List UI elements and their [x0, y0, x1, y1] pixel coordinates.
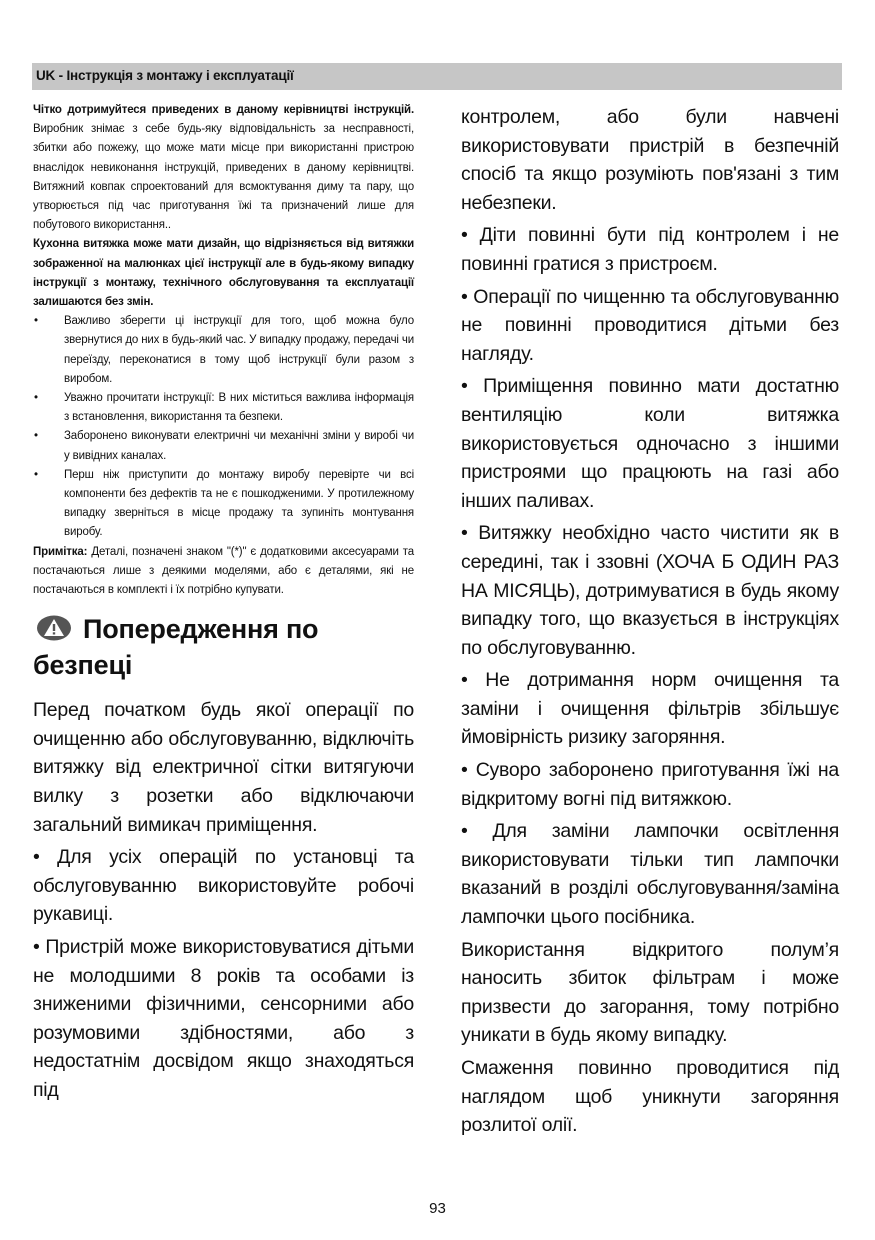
- bullet-dot: •: [34, 315, 38, 328]
- note-label: Примітка:: [33, 545, 88, 558]
- safety-warning-heading: [33, 612, 414, 696]
- safety-title-line-1: Попередження по: [83, 614, 319, 645]
- safety-paragraph: • Діти повинні бути під контролем і не повинні гратися з пристроєм.: [461, 224, 839, 275]
- bullet-text: Важливо зберегти ці інструкції для того, щоб можна було звернутися до них в будь-який час. У випадку продажу, передачі чи переїзду, переконатися в тому щоб інструкції були разом з виробом.: [64, 315, 414, 385]
- bullet-text: Заборонено виконувати електричні чи механічні зміни у виробі чи у вивідних каналах.: [64, 430, 414, 462]
- intro-paragraph-2: [33, 235, 414, 312]
- intro-p2-bold: Кухонна витяжка може мати дизайн, що відрізняється від витяжки зображенної на малюнках цієї інструкції але в будь-якому випадку інструкції з монтажу, технічного обслуговування та експлуатації залишаются без змін.: [33, 238, 414, 309]
- safety-paragraph: Перед початком будь якої операції по очищенню або обслуговуванню, відключіть витяжку від електричної сітки витягуючи вилку з розетки або відключаючи загальний вимикач приміщення.: [33, 699, 414, 836]
- section-header-title: UK - Інструкція з монтажу і експлуатації: [36, 68, 294, 83]
- intro-p1-bold: Чітко дотримуйтеся приведених в даному керівництві інструкцій.: [33, 104, 414, 116]
- safety-paragraph: • Витяжку необхідно часто чистити як в середині, так і ззовні (ХОЧА Б ОДИН РАЗ НА МІСЯЦЬ), дотримуватися в будь якому випадку того, що вказується в інструкціях по обслуговуванню.: [461, 522, 839, 659]
- bullet-text: Перш ніж приступити до монтажу виробу перевірте чи всі компоненти без дефектів та не є пошкодженими. У протилежному випадку зверніться в місце продажу та зупиніть монтування виробу.: [64, 468, 414, 539]
- intro-bullet-list: [33, 312, 414, 542]
- safety-paragraph: Використання відкритого полум’я наносить збиток фільтрам і може призвести до загорання, тому потрібно уникати в будь якому випадку.: [461, 938, 839, 1047]
- intro-p1-rest: Виробник знімає з себе будь-яку відповідальність за несправності, збитки або пожежу, що може мати місце при використанні пристрою внаслідок невиконання інструкцій, приведених в даному керівництві. Витяжний ковпак спроектований для всмоктування диму та пару, що утворюється під час приготування їжі та призначений лише для побутового використання..: [33, 123, 414, 232]
- right-column: [461, 103, 839, 1140]
- safety-text-left: [33, 696, 414, 1104]
- bullet-text: Уважно прочитати інструкції: В них міститься важлива інформація з встановлення, використання та безпеки.: [64, 392, 414, 424]
- note-text: Деталі, позначені знаком "(*)" є додатковими аксесуарами та постачаються лише з деякими моделями, або є деталями, які не постачаються в комплекті і їх потрібно купувати.: [33, 545, 414, 597]
- safety-paragraph: контролем, або були навчені використовувати пристрій в безпечній спосіб та якщо розуміють пов'язані з тим небезпеки.: [461, 106, 839, 214]
- bullet-dot: •: [34, 392, 38, 405]
- safety-paragraph: • Приміщення повинно мати достатню вентиляцію коли витяжка використовується одночасно з іншими пристроями що працюють на газі або інших паливах.: [461, 375, 839, 512]
- section-header-bar: [32, 63, 842, 90]
- list-item: [33, 427, 414, 465]
- intro-text: [33, 101, 414, 312]
- safety-paragraph: • Не дотримання норм очищення та заміни і очищення фільтрів збільшує ймовірність ризику загоряння.: [461, 669, 839, 749]
- warning-triangle-icon: [36, 615, 72, 641]
- safety-paragraph: • Операції по чищенню та обслуговуванню не повинні проводитися дітьми без нагляду.: [461, 285, 839, 365]
- page-number: 93: [429, 1200, 446, 1217]
- list-item: [33, 312, 414, 389]
- safety-paragraph: • Суворо заборонено приготування їжі на відкритому вогні під витяжкою.: [461, 759, 839, 810]
- intro-paragraph-1: [33, 101, 414, 235]
- note-paragraph: [33, 543, 414, 601]
- safety-text-right: [461, 103, 839, 1140]
- list-item: [33, 466, 414, 543]
- safety-title-line-2: безпеці: [33, 650, 133, 681]
- safety-paragraph: Смаження повинно проводитися під наглядом щоб уникнути загоряння розлитої олії.: [461, 1057, 839, 1137]
- safety-paragraph: • Для заміни лампочки освітлення використовувати тільки тип лампочки вказаний в розділі обслуговування/заміна лампочки цього посібника.: [461, 820, 839, 929]
- safety-paragraph: • Пристрій може використовуватися дітьми не молодшими 8 років та особами із зниженими фізичними, сенсорними або розумовими здібностями, або з недостатнім досвідом якщо знаходяться під: [33, 936, 414, 1101]
- safety-paragraph: • Для усіх операцій по установці та обслуговуванню використовуйте робочі рукавиці.: [33, 846, 414, 926]
- left-column: [33, 101, 414, 1105]
- note: [33, 543, 414, 601]
- list-item: [33, 389, 414, 427]
- bullet-dot: •: [34, 430, 38, 443]
- bullet-dot: •: [34, 468, 38, 481]
